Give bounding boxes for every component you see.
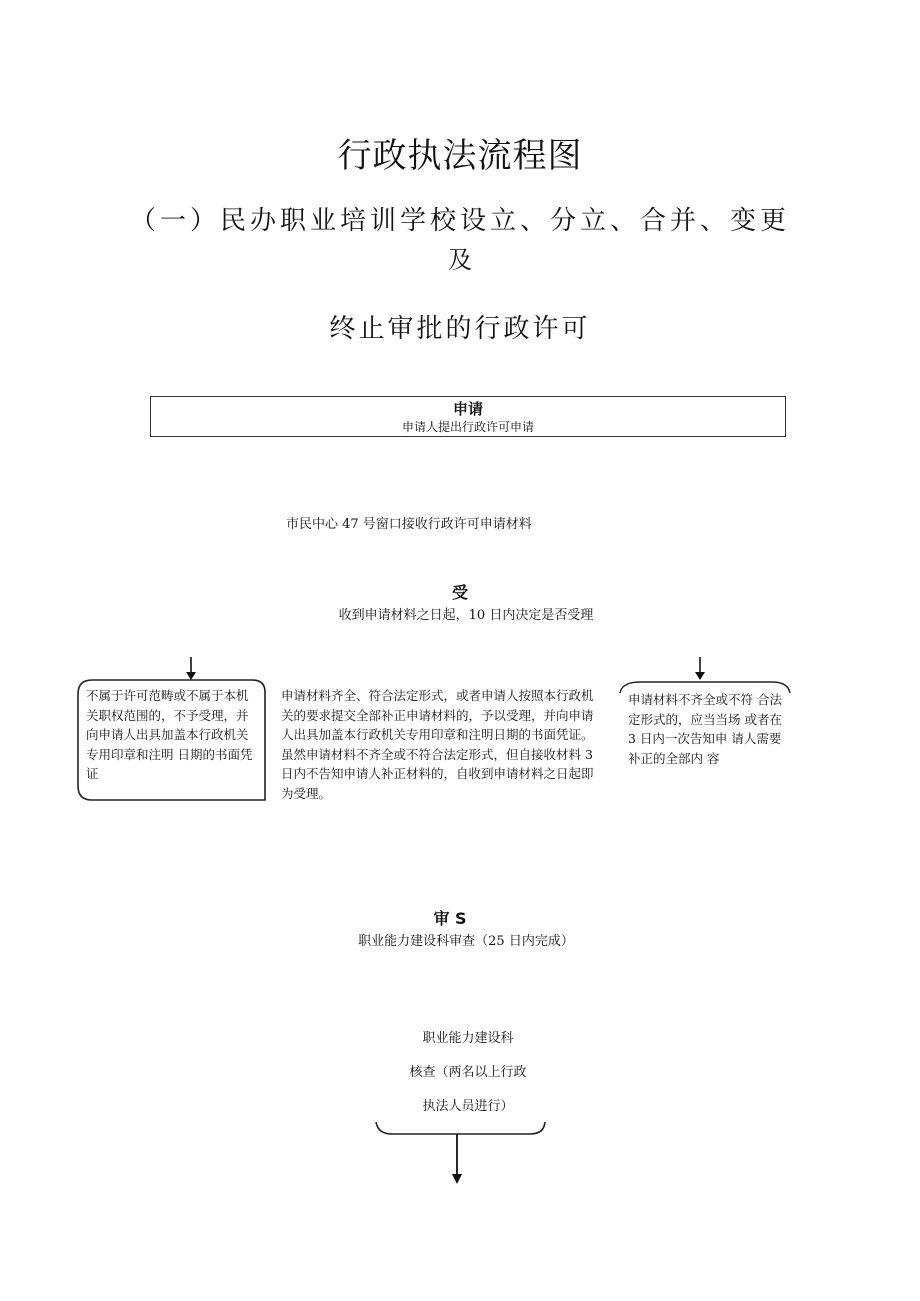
accept-heading: 受 [451, 583, 468, 602]
subtitle-line-1: （一）民办职业培训学校设立、分立、合并、变更 [129, 206, 790, 236]
page-title: 行政执法流程图 [337, 136, 583, 176]
apply-text: 申请人提出行政许可申请 [401, 420, 534, 434]
verify-line-2: 核查（两名以上行政 [409, 1065, 527, 1080]
verify-line-1: 职业能力建设科 [422, 1031, 514, 1046]
right-branch-arrowhead [695, 672, 705, 680]
accept-text: 收到申请材料之日起，10 日内决定是否受理 [338, 608, 594, 623]
subtitle-line-1-continued: 及 [448, 246, 472, 274]
verify-bracket [376, 1122, 545, 1134]
verify-line-3: 执法人员进行） [422, 1099, 514, 1114]
review-text: 职业能力建设科审查（25 日内完成） [358, 934, 574, 949]
apply-heading: 申请 [452, 400, 483, 418]
middle-branch-text: 申请材料齐全、符合法定形式，或者申请人按照本行政机关的要求提交全部补正申请材料的，予以受理，并向申请人出具加盖本行政机关专用印章和注明日期的书面凭证。虽然申请材料不齐全或不符合法定形式，但自接收材料 3 日内不告知申请人补正材料的，自收到申请材料之日起即为受理。 [281, 688, 594, 801]
final-arrowhead [452, 1174, 462, 1184]
review-heading: 审 S [433, 909, 467, 928]
receive-text: 市民中心 47 号窗口接收行政许可申请材料 [286, 517, 532, 532]
left-branch-text: 不属于许可范畴或不属于本机关职权范围的，不予受理，并向申请人出具加盖本行政机关专用印章和注明 日期的书面凭证 [86, 688, 253, 781]
subtitle-line-2: 终止审批的行政许可 [329, 314, 591, 344]
right-branch-text: 申请材料不齐全或不符 合法定形式的，应当当场 或者在 3 日内一次告知申 请人需要补正的全部内 容 [628, 692, 782, 766]
left-branch-arrowhead [186, 672, 196, 680]
